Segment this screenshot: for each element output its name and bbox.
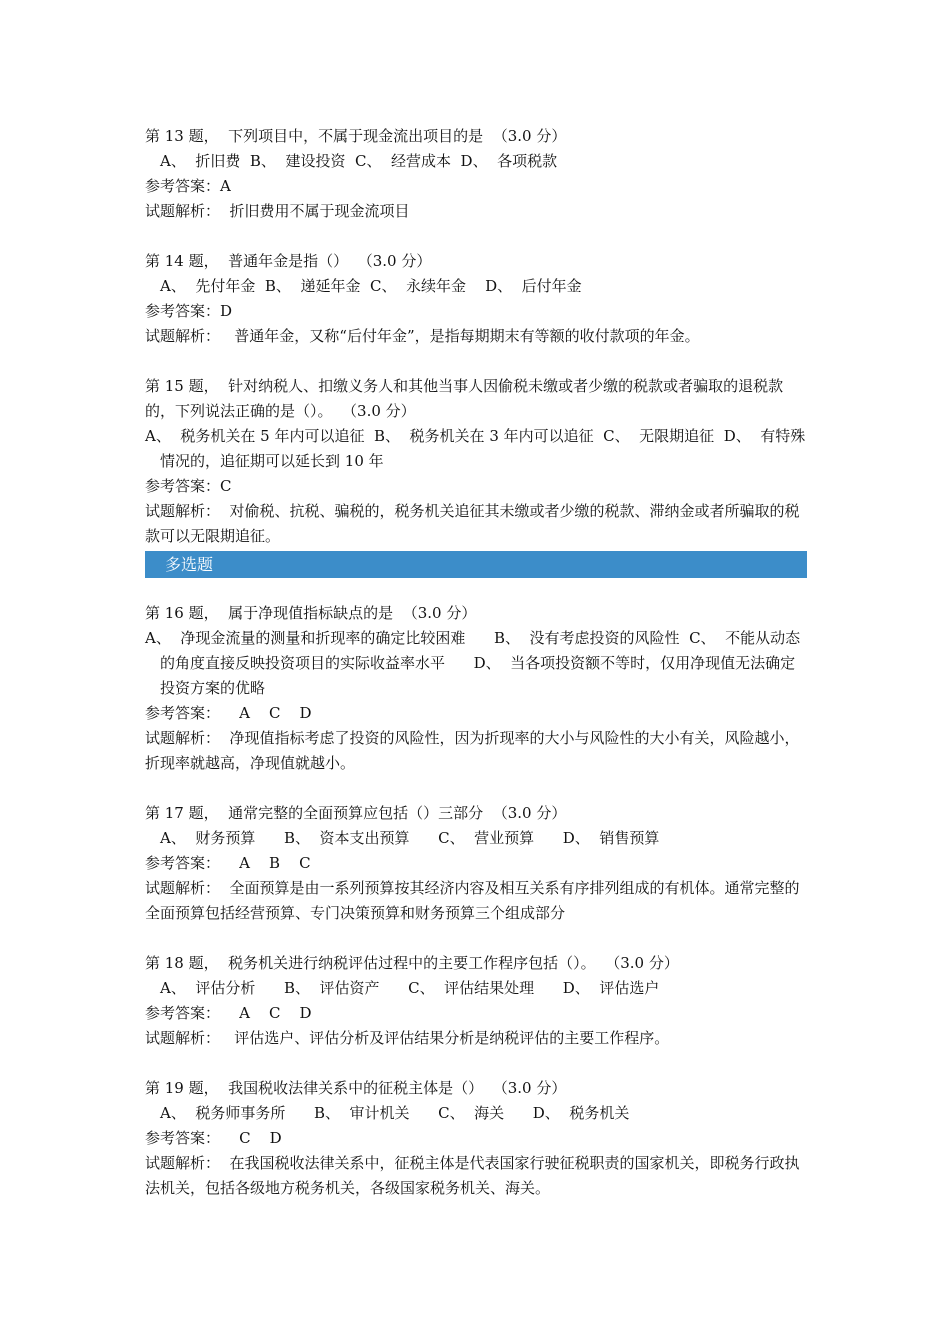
question-15 (145, 374, 807, 549)
question-analysis: 试题解析： 评估选户、评估分析及评估结果分析是纳税评估的主要工作程序。 (145, 1029, 670, 1047)
document-page (145, 124, 807, 1226)
question-analysis: 试题解析： 对偷税、抗税、骗税的，税务机关追征其未缴或者少缴的税款、滞纳金或者所骗取的税款可以无限期追征。 (145, 502, 800, 545)
reference-answer: 参考答案： A C D (145, 1004, 312, 1022)
question-18 (145, 951, 807, 1051)
reference-answer: 参考答案：A (145, 177, 231, 195)
question-options: A、 税务机关在 5 年内可以追征 B、 税务机关在 3 年内可以追征 C、 无限期追征 D、 有特殊情况的，追征期可以延长到 10 年 (145, 427, 806, 470)
question-options: A、 评估分析 B、 评估资产 C、 评估结果处理 D、 评估选户 (160, 979, 660, 997)
question-text: 第 18 题， 税务机关进行纳税评估过程中的主要工作程序包括（）。 （3.0 分） (145, 954, 679, 972)
question-text: 第 17 题， 通常完整的全面预算应包括（）三部分 （3.0 分） (145, 804, 567, 822)
question-analysis: 试题解析： 全面预算是由一系列预算按其经济内容及相互关系有序排列组成的有机体。通常完整的全面预算包括经营预算、专门决策预算和财务预算三个组成部分 (145, 879, 800, 922)
question-text: 第 19 题， 我国税收法律关系中的征税主体是（） （3.0 分） (145, 1079, 567, 1097)
question-text: 第 16 题， 属于净现值指标缺点的是 （3.0 分） (145, 604, 477, 622)
question-text: 第 15 题， 针对纳税人、扣缴义务人和其他当事人因偷税未缴或者少缴的税款或者骗取的退税款的，下列说法正确的是（）。 （3.0 分） (145, 377, 784, 420)
question-options: A、 先付年金 B、 递延年金 C、 永续年金 D、 后付年金 (160, 277, 582, 295)
question-text: 第 13 题， 下列项目中，不属于现金流出项目的是 （3.0 分） (145, 127, 567, 145)
question-analysis: 试题解析： 在我国税收法律关系中，征税主体是代表国家行驶征税职责的国家机关，即税务行政执法机关，包括各级地方税务机关，各级国家税务机关、海关。 (145, 1154, 800, 1197)
reference-answer: 参考答案：C (145, 477, 232, 495)
question-14 (145, 249, 807, 349)
question-options: A、 税务师事务所 B、 审计机关 C、 海关 D、 税务机关 (160, 1104, 630, 1122)
question-options: A、 折旧费 B、 建设投资 C、 经营成本 D、 各项税款 (160, 152, 558, 170)
question-options: A、 财务预算 B、 资本支出预算 C、 营业预算 D、 销售预算 (160, 829, 660, 847)
question-17 (145, 801, 807, 926)
question-analysis: 试题解析： 折旧费用不属于现金流项目 (145, 202, 410, 220)
question-analysis: 试题解析： 普通年金，又称“后付年金”，是指每期期末有等额的收付款项的年金。 (145, 327, 700, 345)
question-options: A、 净现金流量的测量和折现率的确定比较困难 B、 没有考虑投资的风险性 C、 不能从动态的角度直接反映投资项目的实际收益率水平 D、 当各项投资额不等时，仅用净现值无法确定投资方案的优略 (145, 629, 801, 697)
reference-answer: 参考答案： A C D (145, 704, 312, 722)
section-header-multiple-choice: 多选题 (145, 551, 807, 578)
reference-answer: 参考答案：D (145, 302, 233, 320)
question-text: 第 14 题， 普通年金是指（） （3.0 分） (145, 252, 432, 270)
question-16 (145, 601, 807, 776)
reference-answer: 参考答案： C D (145, 1129, 282, 1147)
question-analysis: 试题解析： 净现值指标考虑了投资的风险性，因为折现率的大小与风险性的大小有关，风险越小，折现率就越高，净现值就越小。 (145, 729, 800, 772)
question-13 (145, 124, 807, 224)
reference-answer: 参考答案： A B C (145, 854, 311, 872)
question-19 (145, 1076, 807, 1201)
